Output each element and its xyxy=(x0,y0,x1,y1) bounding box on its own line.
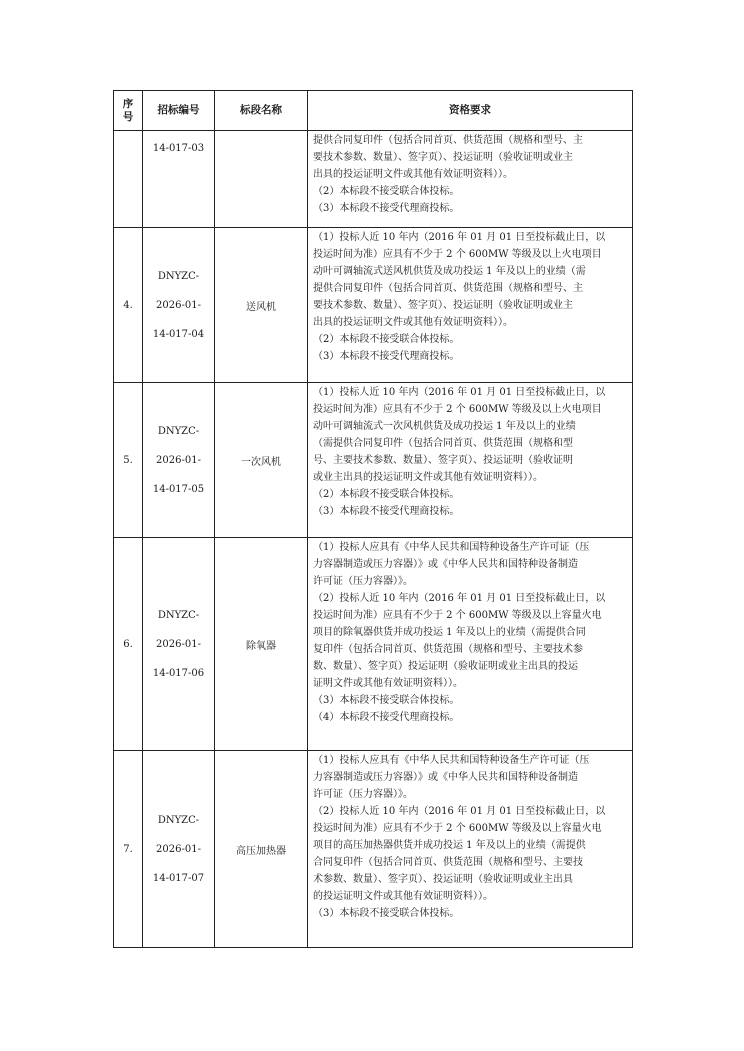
table-header-row xyxy=(114,91,633,131)
bid-code-line: DNYZC- xyxy=(157,814,200,826)
bid-code xyxy=(143,131,215,228)
row-number: 6. xyxy=(114,538,143,751)
header-req: 资格要求 xyxy=(308,91,633,131)
requirement-line: （4）本标段不接受代理商投标。 xyxy=(313,712,460,723)
requirement-line: 动叶可调轴流式送风机供货及成功投运 1 年及以上的业绩（需 xyxy=(313,266,586,277)
requirement-line: （2）投标人近 10 年内（2016 年 01 月 01 日至投标截止日，以 xyxy=(313,806,606,817)
requirement-line: 要技术参数、数量）、签字页）、投运证明（验收证明或业主 xyxy=(313,152,573,163)
requirement-line: 要技术参数、数量）、签字页）、投运证明（验收证明或业主 xyxy=(313,300,573,311)
requirement-line: （1）投标人近 10 年内（2016 年 01 月 01 日至投标截止日，以 xyxy=(313,387,606,398)
requirement-line: 或业主出具的投运证明文件或其他有效证明资料））。 xyxy=(313,472,543,483)
bid-code-line: 2026-01- xyxy=(156,454,201,466)
requirement-line: 出具的投运证明文件或其他有效证明资料））。 xyxy=(313,317,513,328)
requirement-line: （2）投标人近 10 年内（2016 年 01 月 01 日至投标截止日，以 xyxy=(313,593,606,604)
bid-code-line: 14-017-07 xyxy=(152,872,205,884)
requirement-line: （1）投标人近 10 年内（2016 年 01 月 01 日至投标截止日，以 xyxy=(313,232,606,243)
section-name: 高压加热器 xyxy=(215,751,308,948)
bid-code xyxy=(143,383,215,538)
table-row xyxy=(114,131,633,228)
table-row xyxy=(114,383,633,538)
bid-code xyxy=(143,228,215,383)
requirement-line: （2）本标段不接受联合体投标。 xyxy=(313,334,460,345)
requirement-line: 出具的投运证明文件或其他有效证明资料））。 xyxy=(313,169,513,180)
row-number: 5. xyxy=(114,383,143,538)
requirement-line: 复印件（包括合同首页、供货范围（规格和型号、主要技术参 xyxy=(313,644,583,655)
requirement-line: 投运时间为准）应具有不少于 2 个 600MW 等级及以上容量火电 xyxy=(313,823,602,834)
table-row xyxy=(114,751,633,948)
requirement-line: 项目的除氧器供货并成功投运 1 年及以上的业绩（需提供合同 xyxy=(313,627,586,638)
requirement-line: （2）本标段不接受联合体投标。 xyxy=(313,186,460,197)
requirement-line: 项目的高压加热器供货并成功投运 1 年及以上的业绩（需提供 xyxy=(313,840,586,851)
requirement-line: （1）投标人应具有《中华人民共和国特种设备生产许可证（压 xyxy=(313,755,590,766)
requirement-line: 证明文件或其他有效证明资料））。 xyxy=(313,678,463,689)
requirement-line: 许可证（压力容器）》。 xyxy=(313,789,413,800)
requirement-line: 投运时间为准）应具有不少于 2 个 600MW 等级及以上火电项目 xyxy=(313,404,602,415)
bid-code-line: 2026-01- xyxy=(156,638,201,650)
requirement-line: （3）本标段不接受代理商投标。 xyxy=(313,203,460,214)
requirement-line: 许可证（压力容器）》。 xyxy=(313,576,413,587)
qualification-requirements xyxy=(308,751,633,948)
header-name: 标段名称 xyxy=(215,91,308,131)
requirement-line: 投运时间为准）应具有不少于 2 个 600MW 等级及以上容量火电 xyxy=(313,610,602,621)
requirement-line: 提供合同复印件（包括合同首页、供货范围（规格和型号、主 xyxy=(313,135,583,146)
qualification-requirements xyxy=(308,538,633,751)
row-number: 4. xyxy=(114,228,143,383)
requirement-line: （2）本标段不接受联合体投标。 xyxy=(313,489,460,500)
requirement-line: 力容器制造或压力容器）》或《中华人民共和国特种设备制造 xyxy=(313,559,578,570)
header-no xyxy=(114,91,143,131)
requirement-line: （3）本标段不接受代理商投标。 xyxy=(313,351,460,362)
requirement-line: 投运时间为准）应具有不少于 2 个 600MW 等级及以上火电项目 xyxy=(313,249,602,260)
section-name xyxy=(215,131,308,228)
bid-code-line: 14-017-06 xyxy=(152,667,205,679)
requirement-line: （3）本标段不接受代理商投标。 xyxy=(313,506,460,517)
bid-code xyxy=(143,751,215,948)
qualification-requirements xyxy=(308,383,633,538)
bid-code-line: DNYZC- xyxy=(157,609,200,621)
requirement-line: 的投运证明文件或其他有效证明资料））。 xyxy=(313,891,493,902)
requirement-line: （1）投标人应具有《中华人民共和国特种设备生产许可证（压 xyxy=(313,542,590,553)
row-number: 7. xyxy=(114,751,143,948)
qualification-requirements xyxy=(308,228,633,383)
requirement-line: 力容器制造或压力容器）》或《中华人民共和国特种设备制造 xyxy=(313,772,578,783)
requirement-line: 术参数、数量）、签字页）、投运证明（验收证明或业主出具 xyxy=(313,874,573,885)
bid-code xyxy=(143,538,215,751)
requirement-line: （3）本标段不接受联合体投标。 xyxy=(313,908,460,919)
bid-code-line: 14-017-03 xyxy=(152,143,205,154)
requirement-line: 合同复印件（包括合同首页、供货范围（规格和型号、主要技 xyxy=(313,857,583,868)
table-row xyxy=(114,228,633,383)
requirement-line: 动叶可调轴流式一次风机供货及成功投运 1 年及以上的业绩 xyxy=(313,421,576,432)
bid-code-line: 14-017-05 xyxy=(152,483,205,495)
header-no-text: 序 号 xyxy=(122,97,134,123)
bid-code-line: 14-017-04 xyxy=(152,328,205,340)
qualification-requirements xyxy=(308,131,633,228)
row-number xyxy=(114,131,143,228)
header-code: 招标编号 xyxy=(143,91,215,131)
bid-code-line: DNYZC- xyxy=(157,425,200,437)
section-name: 送风机 xyxy=(215,228,308,383)
requirement-line: 提供合同复印件（包括合同首页、供货范围（规格和型号、主 xyxy=(313,283,583,294)
requirement-line: （3）本标段不接受联合体投标。 xyxy=(313,695,460,706)
section-name: 一次风机 xyxy=(215,383,308,538)
requirement-line: 数、数量）、签字页）投运证明（验收证明或业主出具的投运 xyxy=(313,661,578,672)
section-name: 除氧器 xyxy=(215,538,308,751)
table-row xyxy=(114,538,633,751)
bid-code-line: DNYZC- xyxy=(157,270,200,282)
bid-code-line: 2026-01- xyxy=(156,299,201,311)
bid-code-line: 2026-01- xyxy=(156,843,201,855)
requirement-line: 号、主要技术参数、数量）、签字页）、投运证明（验收证明 xyxy=(313,455,573,466)
qualification-table xyxy=(113,90,633,948)
requirement-line: （需提供合同复印件（包括合同首页、供货范围（规格和型 xyxy=(313,438,573,449)
